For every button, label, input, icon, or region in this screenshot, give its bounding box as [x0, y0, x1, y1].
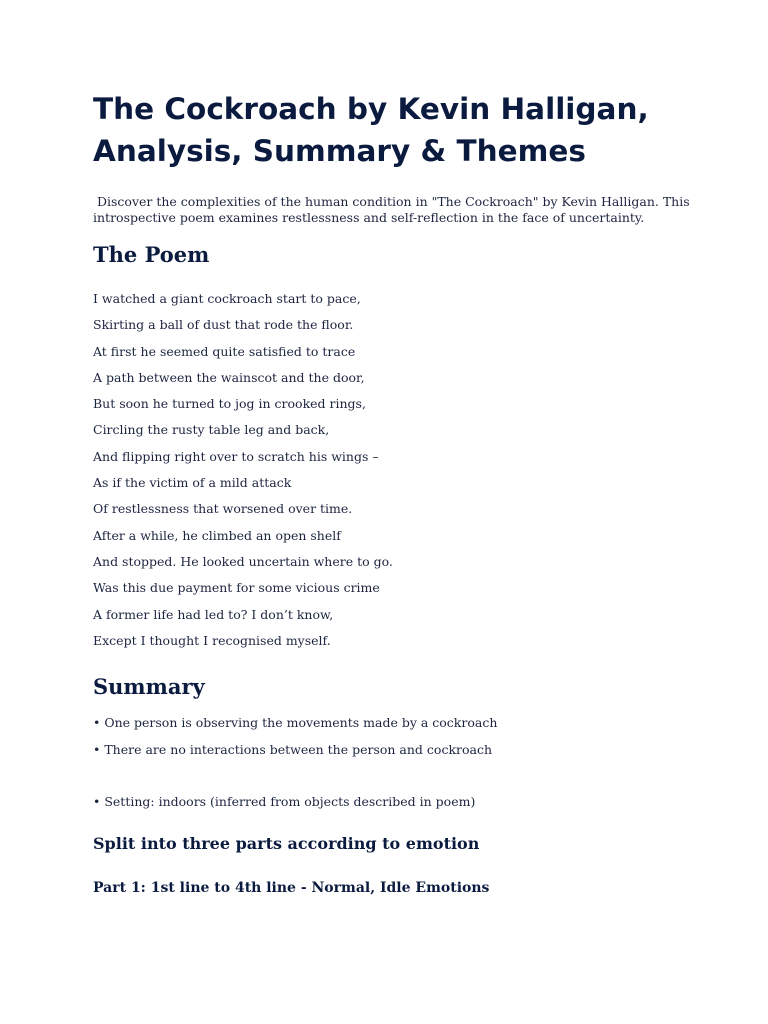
part1-heading: Part 1: 1st line to 4th line - Normal, Idle Emotions — [93, 879, 490, 896]
poem-line: Skirting a ball of dust that rode the floor. — [93, 317, 354, 333]
poem-line: Of restlessness that worsened over time. — [93, 501, 353, 517]
title-line-1: The Cockroach by Kevin Halligan, — [93, 92, 649, 126]
poem-line: I watched a giant cockroach start to pace, — [93, 291, 361, 306]
poem-line: As if the victim of a mild attack — [93, 475, 292, 491]
poem-line: Circling the rusty table leg and back, — [93, 422, 330, 438]
summary-bullet: • Setting: indoors (inferred from objects described in poem) — [93, 793, 476, 809]
summary-heading: Summary — [93, 674, 205, 700]
summary-bullet: • There are no interactions between the person and cockroach — [93, 741, 493, 757]
poem-heading: The Poem — [93, 242, 210, 267]
split-heading: Split into three parts according to emotion — [93, 833, 480, 853]
poem-line: But soon he turned to jog in crooked rings, — [93, 396, 366, 412]
summary-bullets — [93, 715, 693, 810]
poem-line: At first he seemed quite satisfied to trace — [93, 343, 356, 359]
document-page — [93, 88, 693, 897]
poem-lines — [93, 291, 693, 659]
poem-line: Was this due payment for some vicious crime — [93, 580, 380, 596]
title-line-2: Analysis, Summary & Themes — [93, 134, 586, 168]
summary-bullet: • One person is observing the movements made by a cockroach — [93, 715, 498, 731]
page-title — [93, 88, 693, 172]
poem-line: After a while, he climbed an open shelf — [93, 527, 341, 543]
poem-line: A former life had led to? I don’t know, — [93, 606, 334, 622]
poem-line: Except I thought I recognised myself. — [93, 632, 331, 648]
poem-line: And flipping right over to scratch his wings – — [93, 448, 379, 464]
poem-line: A path between the wainscot and the door, — [93, 369, 365, 385]
poem-line: And stopped. He looked uncertain where to go. — [93, 553, 393, 569]
intro-paragraph: Discover the complexities of the human condition in "The Cockroach" by Kevin Halligan. This introspective poem examines restlessness and self-reflection in the face of uncertainty. — [93, 194, 690, 225]
